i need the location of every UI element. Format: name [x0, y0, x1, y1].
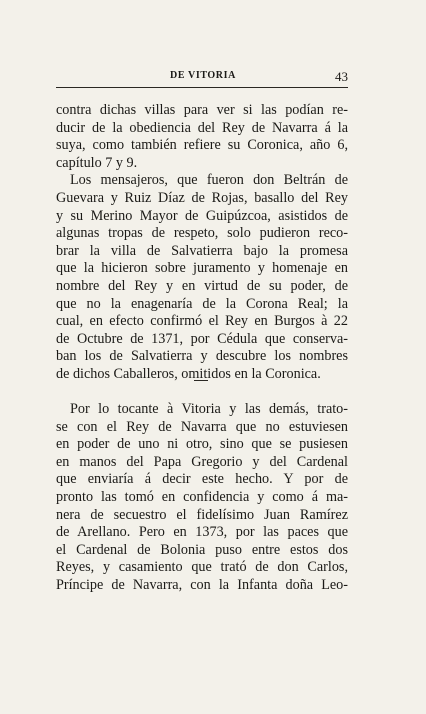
text-line: Príncipe de Navarra, con la Infanta doña Leo-	[56, 577, 348, 594]
body-text	[56, 102, 348, 595]
text-line: de dichos Caballeros, omitidos en la Coronica.	[56, 365, 321, 382]
text-line: capítulo 7 y 9.	[56, 154, 138, 171]
text-line: de Arellano. Pero en 1373, por las paces que	[56, 524, 348, 541]
text-line: se con el Rey de Navarra que no estuviesen	[56, 418, 348, 435]
running-title: DE VITORIA	[170, 70, 236, 81]
text-line: en manos del Papa Gregorio y del Cardenal	[56, 453, 348, 470]
text-line: Guevara y Ruiz Díaz de Rojas, basallo del Rey	[56, 189, 348, 206]
text-line: algunas tropas de respeto, solo pudieron reco-	[56, 225, 348, 242]
paragraph-1	[56, 102, 348, 172]
section-gap	[56, 384, 348, 402]
text-line: nera de secuestro el fidelísimo Juan Ramírez	[56, 506, 348, 523]
text-line: suya, como también refiere su Coronica, año 6,	[56, 137, 348, 154]
text-line: que la hicieron sobre juramento y homenaje en	[56, 260, 348, 277]
text-line: pronto las tomó en confidencia y como á ma-	[56, 489, 348, 506]
text-line: contra dichas villas para ver si las podían re-	[56, 102, 348, 118]
text-line: de Octubre de 1371, por Cédula que conserva-	[56, 330, 348, 347]
running-head	[56, 70, 348, 84]
header-rule	[56, 87, 348, 88]
section-divider	[194, 380, 208, 381]
page-number: 43	[335, 69, 348, 84]
text-line: que no la enagenaría de la Corona Real; la	[56, 295, 348, 312]
paragraph-3	[56, 401, 348, 595]
paragraph-2	[56, 172, 348, 383]
text-line: Reyes, y casamiento que trató de don Carlos,	[56, 559, 348, 576]
text-line: en poder de uno ni otro, sino que se pusiesen	[56, 436, 348, 453]
text-line: el Cardenal de Bolonia puso entre estos dos	[56, 541, 348, 558]
text-line: Por lo tocante à Vitoria y las demás, trato-	[70, 401, 348, 418]
text-line: que enviaría á decir este hecho. Y por de	[56, 471, 348, 488]
text-line: nombre del Rey y en virtud de su poder, de	[56, 277, 348, 294]
text-line: y su Merino Mayor de Guipúzcoa, asistidos de	[56, 207, 348, 224]
text-line: ducir de la obediencia del Rey de Navarra á la	[56, 119, 348, 136]
text-line: Los mensajeros, que fueron don Beltrán de	[70, 172, 348, 189]
text-line: ban los de Salvatierra y descubre los nombres	[56, 348, 348, 365]
text-line: brar la villa de Salvatierra bajo la promesa	[56, 242, 348, 259]
text-line: cual, en efecto confirmó el Rey en Burgos à 22	[56, 313, 348, 330]
